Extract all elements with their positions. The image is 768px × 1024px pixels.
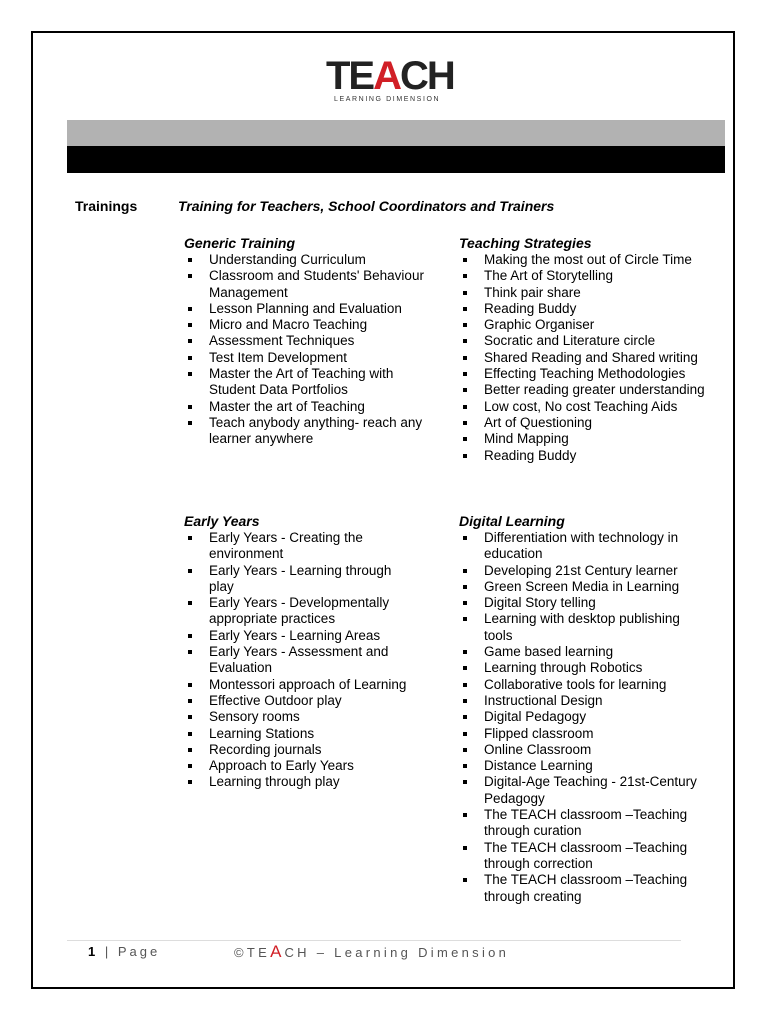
list-item: Shared Reading and Shared writing xyxy=(459,350,715,366)
digital-learning-list xyxy=(459,530,699,905)
generic-training-section xyxy=(184,235,424,448)
list-item: Differentiation with technology in education xyxy=(459,530,699,563)
teaching-strategies-section xyxy=(459,235,715,464)
list-item: Early Years - Developmentally appropriate practices xyxy=(184,595,412,628)
list-item: Digital Pedagogy xyxy=(459,709,699,725)
list-item: Effecting Teaching Methodologies xyxy=(459,366,715,382)
list-item: Better reading greater understanding xyxy=(459,382,715,398)
list-item: Developing 21st Century learner xyxy=(459,563,699,579)
early-years-section xyxy=(184,513,412,791)
teach-logo xyxy=(326,54,454,114)
list-item: Distance Learning xyxy=(459,758,699,774)
list-item: Test Item Development xyxy=(184,350,424,366)
list-item: Assessment Techniques xyxy=(184,333,424,349)
list-item: Classroom and Students' Behaviour Management xyxy=(184,268,424,301)
footer-page-number: 1 | Page xyxy=(88,944,161,959)
list-item: Game based learning xyxy=(459,644,699,660)
list-item: Early Years - Assessment and Evaluation xyxy=(184,644,412,677)
list-item: Making the most out of Circle Time xyxy=(459,252,715,268)
list-item: Effective Outdoor play xyxy=(184,693,412,709)
list-item: Instructional Design xyxy=(459,693,699,709)
digital-learning-section xyxy=(459,513,699,905)
list-item: Graphic Organiser xyxy=(459,317,715,333)
footer-divider xyxy=(67,940,681,941)
list-item: Sensory rooms xyxy=(184,709,412,725)
trainings-subtitle: Training for Teachers, School Coordinators and Trainers xyxy=(178,198,555,214)
list-item: Reading Buddy xyxy=(459,448,715,464)
list-item: Teach anybody anything- reach any learner anywhere xyxy=(184,415,424,448)
list-item: Learning through Robotics xyxy=(459,660,699,676)
list-item: Reading Buddy xyxy=(459,301,715,317)
list-item: Early Years - Creating the environment xyxy=(184,530,412,563)
header-black-bar xyxy=(67,146,725,173)
list-item: Digital-Age Teaching - 21st-Century Pedagogy xyxy=(459,774,699,807)
list-item: The TEACH classroom –Teaching through curation xyxy=(459,807,699,840)
footer-copyright: ©TEACH – Learning Dimension xyxy=(234,942,510,961)
list-item: Art of Questioning xyxy=(459,415,715,431)
list-item: Collaborative tools for learning xyxy=(459,677,699,693)
list-item: Flipped classroom xyxy=(459,726,699,742)
section-title: Teaching Strategies xyxy=(459,235,592,251)
list-item: The TEACH classroom –Teaching through correction xyxy=(459,840,699,873)
list-item: The TEACH classroom –Teaching through creating xyxy=(459,872,699,905)
section-title: Generic Training xyxy=(184,235,295,251)
list-item: Low cost, No cost Teaching Aids xyxy=(459,399,715,415)
header-grey-bar xyxy=(67,120,725,146)
list-item: Online Classroom xyxy=(459,742,699,758)
list-item: Montessori approach of Learning xyxy=(184,677,412,693)
list-item: Micro and Macro Teaching xyxy=(184,317,424,333)
list-item: Early Years - Learning Areas xyxy=(184,628,412,644)
list-item: Master the Art of Teaching with Student Data Portfolios xyxy=(184,366,424,399)
teaching-strategies-list xyxy=(459,252,715,464)
list-item: Lesson Planning and Evaluation xyxy=(184,301,424,317)
list-item: Think pair share xyxy=(459,285,715,301)
list-item: Understanding Curriculum xyxy=(184,252,424,268)
list-item: The Art of Storytelling xyxy=(459,268,715,284)
list-item: Early Years - Learning through play xyxy=(184,563,412,596)
list-item: Digital Story telling xyxy=(459,595,699,611)
list-item: Recording journals xyxy=(184,742,412,758)
list-item: Learning Stations xyxy=(184,726,412,742)
list-item: Approach to Early Years xyxy=(184,758,412,774)
trainings-label: Trainings xyxy=(75,198,138,214)
list-item: Learning with desktop publishing tools xyxy=(459,611,699,644)
list-item: Green Screen Media in Learning xyxy=(459,579,699,595)
list-item: Mind Mapping xyxy=(459,431,715,447)
logo-wordmark: TEACH xyxy=(326,54,454,98)
list-item: Learning through play xyxy=(184,774,412,790)
section-title: Early Years xyxy=(184,513,260,529)
list-item: Master the art of Teaching xyxy=(184,399,424,415)
generic-training-list xyxy=(184,252,424,448)
list-item: Socratic and Literature circle xyxy=(459,333,715,349)
logo-subtitle: LEARNING DIMENSION xyxy=(334,96,441,103)
early-years-list xyxy=(184,530,412,791)
section-title: Digital Learning xyxy=(459,513,565,529)
